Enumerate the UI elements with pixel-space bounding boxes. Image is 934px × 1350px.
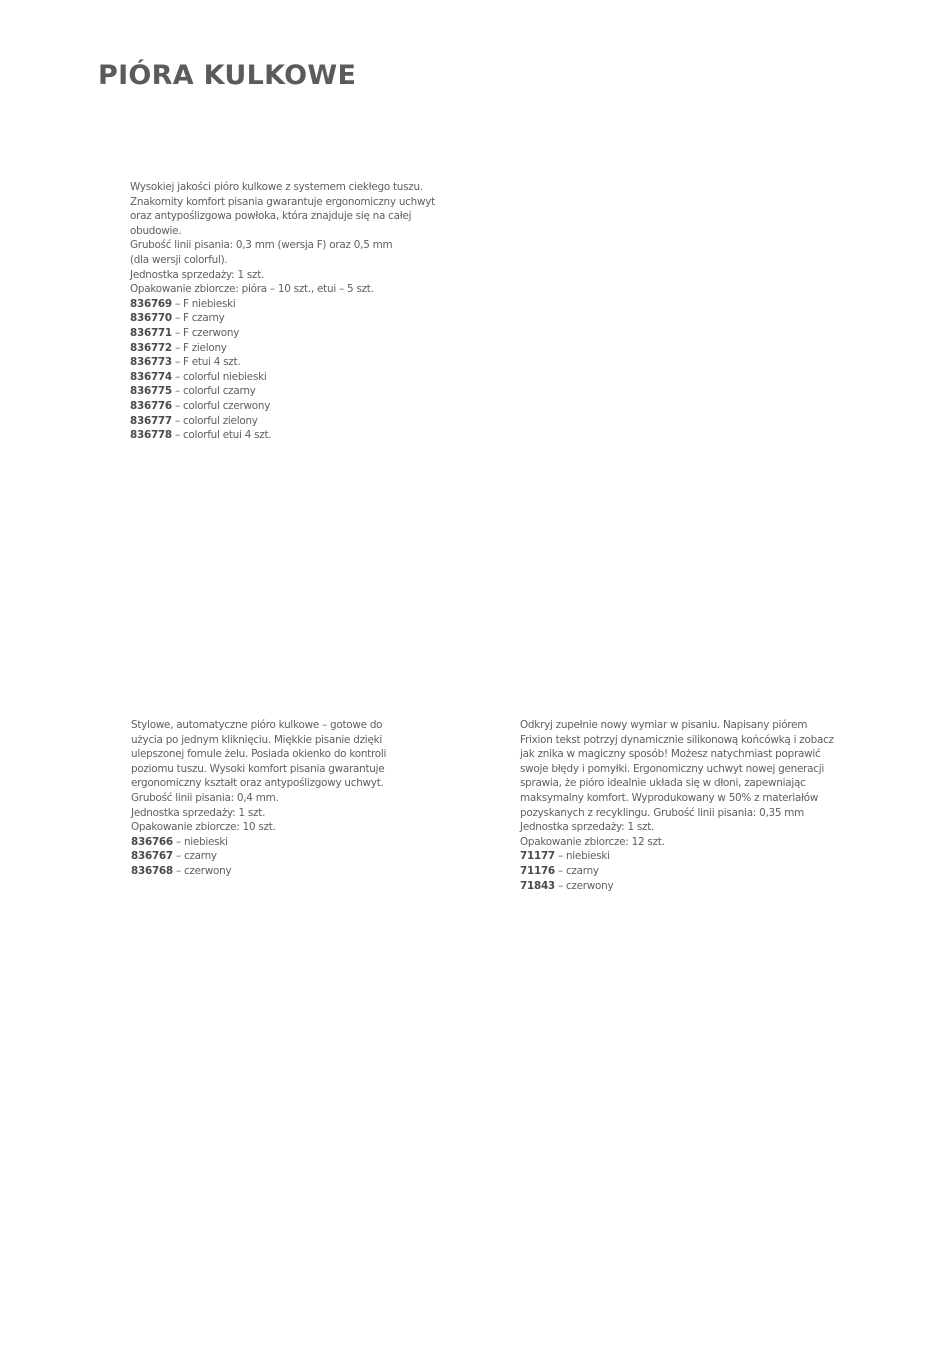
variant-row	[130, 341, 450, 356]
description-line: Stylowe, automatyczne pióro kulkowe – gotowe do	[131, 719, 383, 731]
description-line: pozyskanych z recyklingu. Grubość linii pisania: 0,35 mm	[520, 806, 805, 819]
variant-row	[520, 864, 850, 879]
variant-row	[131, 849, 431, 864]
description-line: Opakowanie zbiorcze: 12 szt.	[520, 835, 665, 848]
variant-label: – colorful zielony	[171, 414, 258, 427]
description-line: oraz antypoślizgowa powłoka, która znajduje się na całej	[130, 210, 412, 223]
description-line: Grubość linii pisania: 0,4 mm.	[131, 791, 279, 804]
variant-row	[131, 864, 431, 879]
description-line: maksymalny komfort. Wyprodukowany w 50% z materiałów	[520, 791, 819, 804]
variant-label: – czarny	[172, 850, 217, 863]
product-block-2	[131, 718, 431, 879]
variant-label: – colorful czarny	[171, 385, 256, 398]
variant-label: – czarny	[554, 864, 599, 877]
variant-code: 836772	[130, 341, 172, 354]
variant-label: – czerwony	[554, 879, 614, 892]
description-line: swoje błędy i pomyłki. Ergonomiczny uchwyt nowej generacji	[520, 762, 825, 775]
variant-label: – niebieski	[172, 835, 228, 848]
variant-code: 836770	[130, 312, 172, 325]
description-line: jak znika w magiczny sposób! Możesz natychmiast poprawić	[520, 748, 821, 761]
description-line: Wysokiej jakości pióro kulkowe z systemem ciekłego tuszu.	[130, 181, 423, 193]
product-block-1	[130, 180, 450, 443]
description-line: Jednostka sprzedaży: 1 szt.	[130, 268, 265, 281]
variant-label: – F niebieski	[171, 297, 236, 310]
description-line: Grubość linii pisania: 0,3 mm (wersja F) oraz 0,5 mm	[130, 239, 393, 252]
page-title: PIÓRA KULKOWE	[98, 60, 357, 91]
description-line: Znakomity komfort pisania gwarantuje ergonomiczny uchwyt	[130, 195, 435, 208]
variant-label: – colorful etui 4 szt.	[171, 429, 272, 442]
variant-row	[520, 849, 850, 864]
description-line: sprawia, że pióro idealnie układa się w dłoni, zapewniając	[520, 777, 806, 790]
product-block-3	[520, 718, 850, 893]
variant-label: – colorful niebieski	[171, 370, 267, 383]
variant-label: – czerwony	[172, 864, 232, 877]
variant-code: 71176	[520, 864, 555, 877]
variant-row	[130, 355, 450, 370]
variant-row	[520, 879, 850, 894]
description-line: ulepszonej fomule żelu. Posiada okienko do kontroli	[131, 748, 387, 761]
variant-code: 836773	[130, 356, 172, 369]
variant-label: – colorful czerwony	[171, 399, 271, 412]
description-line: Opakowanie zbiorcze: pióra – 10 szt., etui – 5 szt.	[130, 283, 374, 296]
variant-label: – F czerwony	[171, 326, 240, 339]
description-line: Jednostka sprzedaży: 1 szt.	[131, 806, 266, 819]
variant-row	[130, 311, 450, 326]
description-line: Frixion tekst potrzyj dynamicznie silikonową końcówką i zobacz	[520, 733, 834, 746]
variant-row	[130, 428, 450, 443]
variant-row	[130, 370, 450, 385]
description-line: Odkryj zupełnie nowy wymiar w pisaniu. Napisany piórem	[520, 719, 808, 731]
variant-label: – F czarny	[171, 312, 225, 325]
variant-row	[130, 384, 450, 399]
description-line: użycia po jednym kliknięciu. Miękkie pisanie dzięki	[131, 733, 382, 746]
description-line: obudowie.	[130, 224, 182, 237]
variant-code: 836769	[130, 297, 172, 310]
variant-label: – niebieski	[554, 850, 610, 863]
variant-code: 836775	[130, 385, 172, 398]
variant-code: 71843	[520, 879, 555, 892]
variant-code: 71177	[520, 850, 555, 863]
description-line: poziomu tuszu. Wysoki komfort pisania gwarantuje	[131, 762, 385, 775]
variant-row	[130, 326, 450, 341]
variant-code: 836778	[130, 429, 172, 442]
variant-code: 836767	[131, 850, 173, 863]
variant-code: 836771	[130, 326, 172, 339]
variant-row	[130, 297, 450, 312]
variant-row	[130, 414, 450, 429]
variant-code: 836774	[130, 370, 172, 383]
description-line: ergonomiczny kształt oraz antypoślizgowy uchwyt.	[131, 777, 384, 790]
variant-label: – F zielony	[171, 341, 227, 354]
variant-row	[130, 399, 450, 414]
variant-row	[131, 835, 431, 850]
variant-code: 836766	[131, 835, 173, 848]
description-line: Opakowanie zbiorcze: 10 szt.	[131, 821, 276, 834]
variant-code: 836776	[130, 399, 172, 412]
variant-label: – F etui 4 szt.	[171, 356, 241, 369]
description-line: (dla wersji colorful).	[130, 253, 228, 266]
variant-code: 836768	[131, 864, 173, 877]
variant-code: 836777	[130, 414, 172, 427]
description-line: Jednostka sprzedaży: 1 szt.	[520, 821, 655, 834]
